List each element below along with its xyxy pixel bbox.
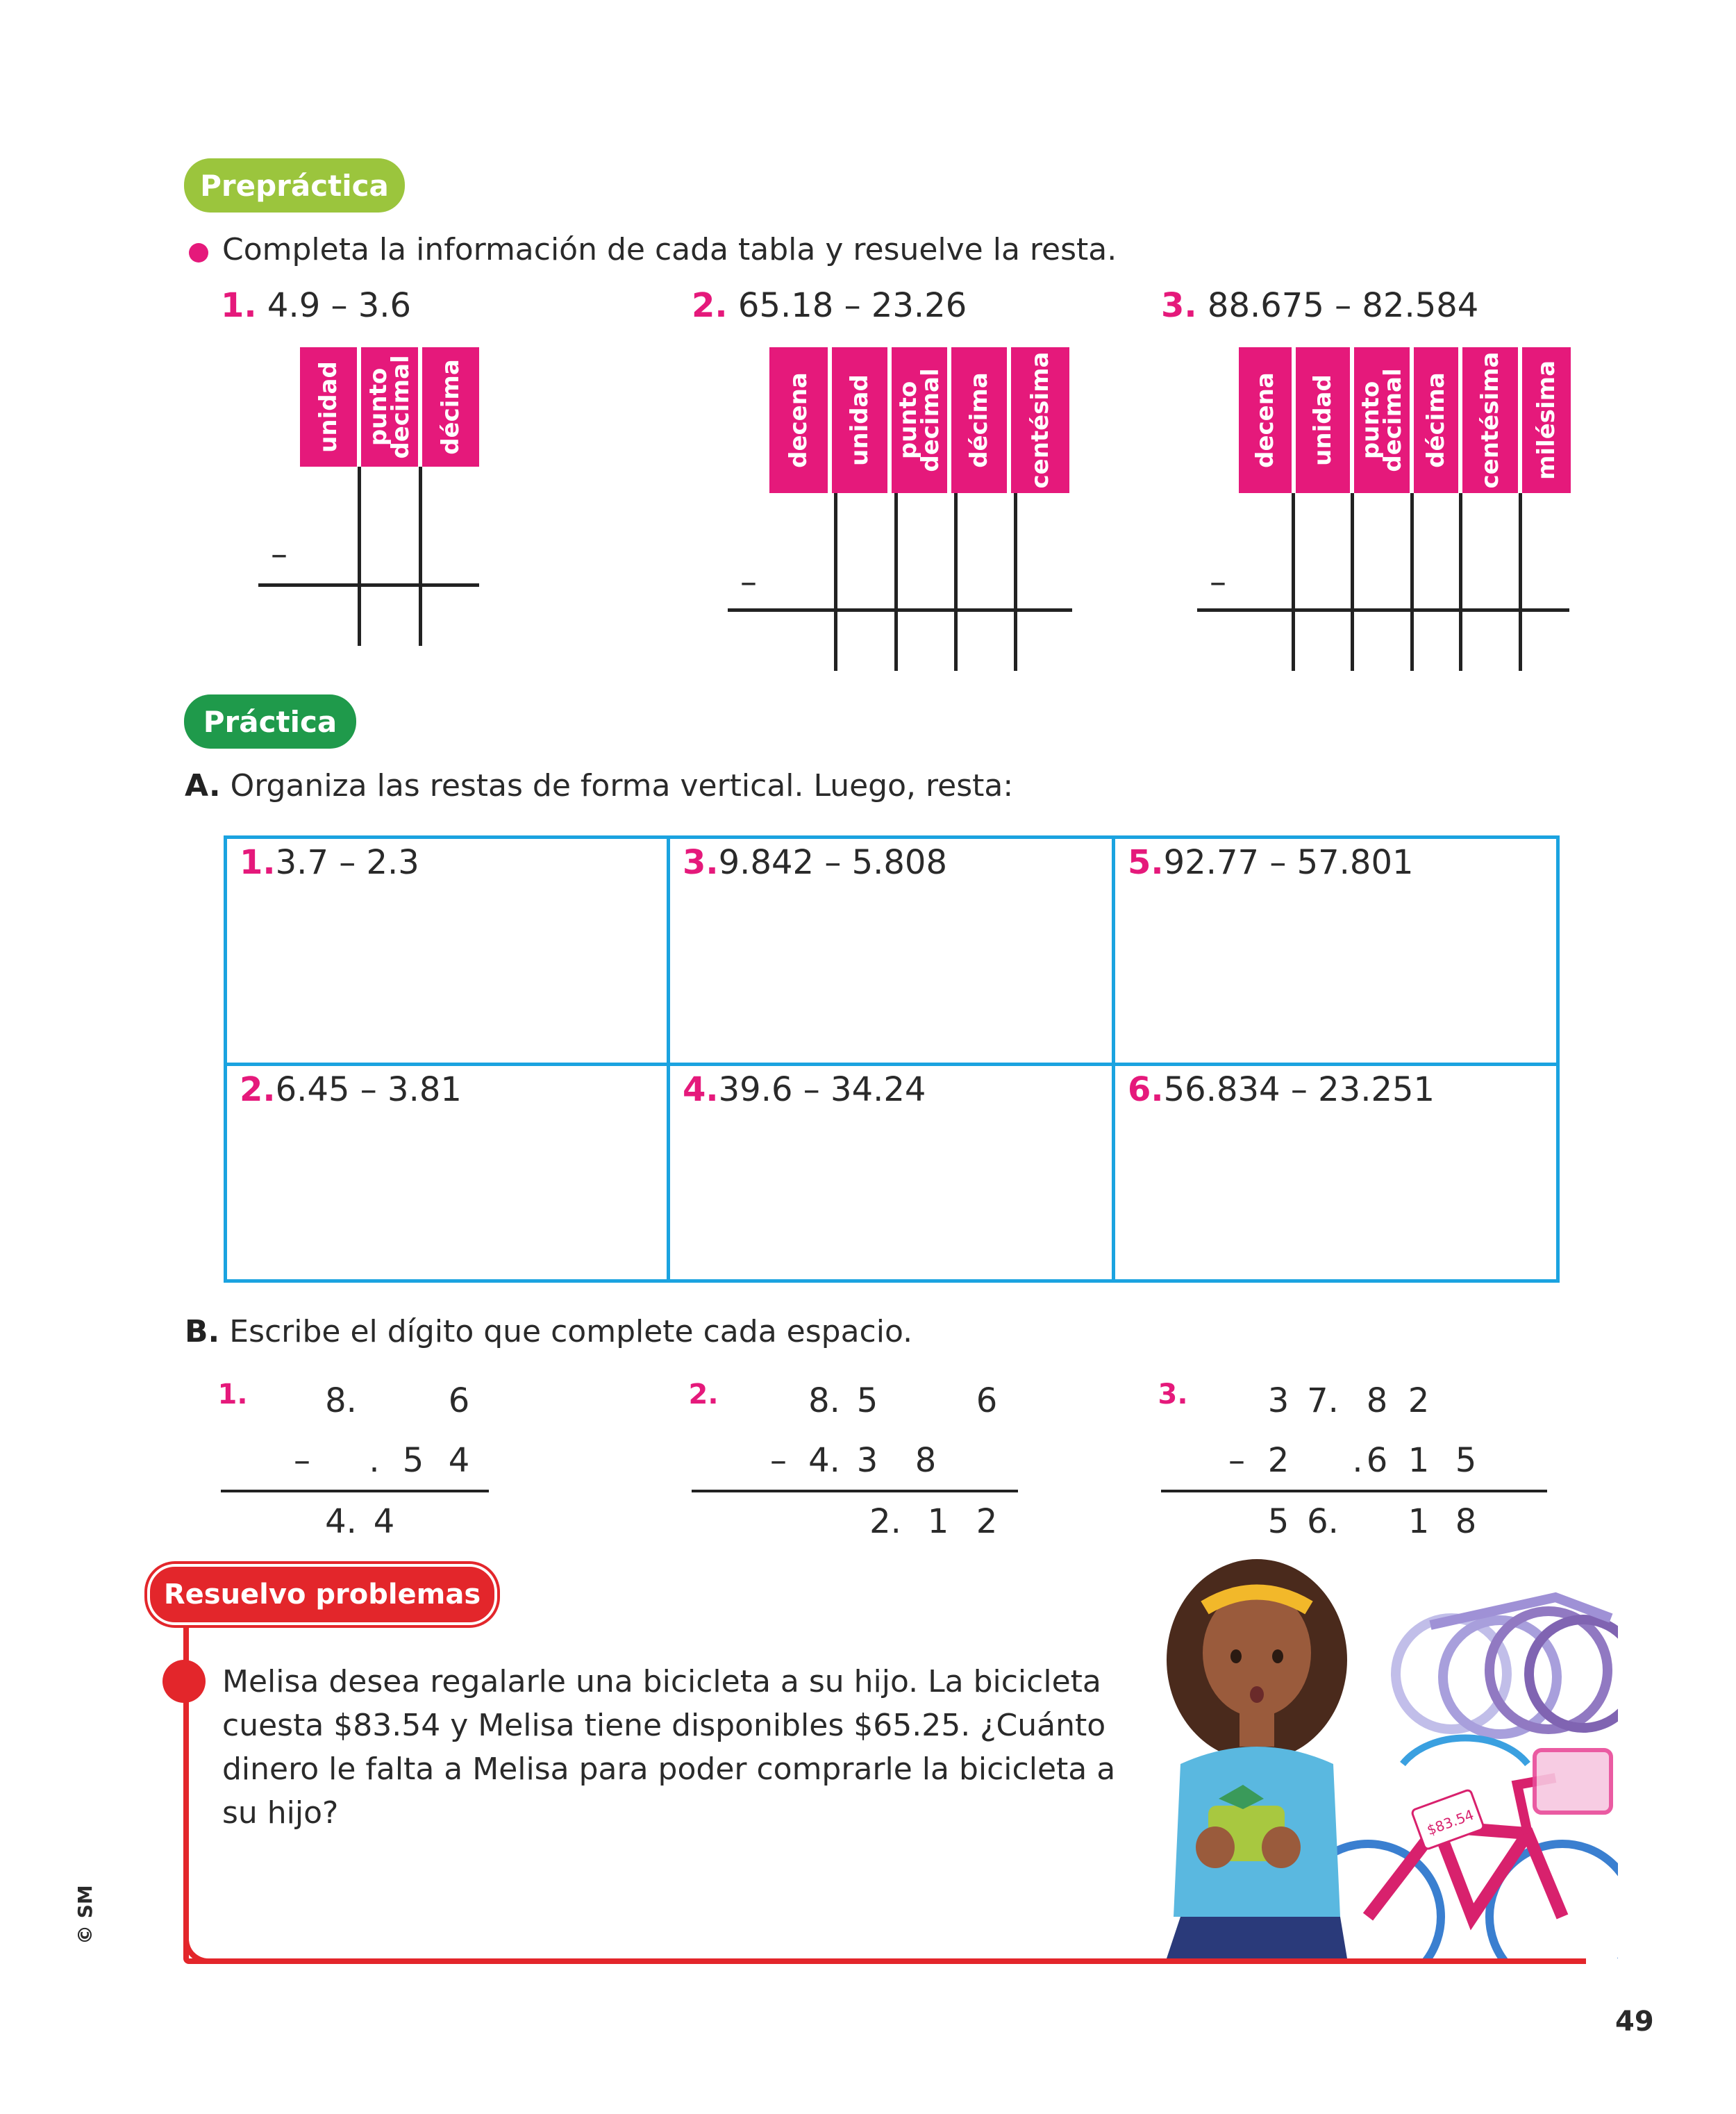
- digit-puzzle-3: [1158, 1379, 1557, 1545]
- part-a-instruction: [185, 768, 1013, 804]
- column-header: décima: [1414, 347, 1458, 493]
- digit: 6: [1366, 1441, 1388, 1480]
- digit: 7.: [1307, 1381, 1339, 1420]
- price-tag-text: $83.54: [1424, 1806, 1476, 1839]
- digit: 4.: [325, 1502, 357, 1541]
- minus-sign: –: [294, 1441, 310, 1480]
- digit-puzzle-1: [217, 1379, 506, 1545]
- digit: 5: [402, 1441, 424, 1480]
- part-a-letter: A.: [185, 768, 221, 804]
- part-b-instruction: [185, 1314, 912, 1349]
- column-header: milésima: [1522, 347, 1571, 493]
- digit: 1: [1408, 1502, 1430, 1541]
- puzzle-number: 2.: [688, 1379, 719, 1410]
- problem-bullet: [162, 1660, 206, 1703]
- digit: 4: [448, 1441, 470, 1480]
- column-divider: [1519, 493, 1522, 671]
- prepractica-exercise-1: [221, 286, 411, 325]
- digit: 4.: [808, 1441, 840, 1480]
- column-header: unidad: [300, 347, 357, 467]
- digit: 4: [373, 1502, 395, 1541]
- prepractica-badge: [184, 158, 405, 213]
- price-tag-icon: [1411, 1789, 1484, 1849]
- digit: 3: [856, 1441, 878, 1480]
- practice-cell: [227, 839, 670, 1066]
- digit: 6: [976, 1381, 998, 1420]
- place-value-table-3: [1197, 347, 1572, 674]
- bicycle-icon: [1295, 1738, 1618, 1959]
- resuelvo-frame-bottom: [183, 1958, 1586, 1964]
- digit: 8: [1455, 1502, 1477, 1541]
- practice-grid: [224, 835, 1560, 1283]
- exercise-text: 4.9 – 3.6: [267, 286, 412, 325]
- resuelvo-label: Resuelvo problemas: [163, 1579, 481, 1611]
- minus-sign: –: [770, 1441, 787, 1480]
- page-number: 49: [1615, 2006, 1654, 2038]
- column-header: decena: [769, 347, 828, 493]
- digit-puzzle-2: [688, 1379, 1025, 1545]
- digit: 8.: [325, 1381, 357, 1420]
- column-header: punto decimal: [361, 347, 418, 467]
- place-value-table-2: [728, 347, 1075, 674]
- puzzle-result-line: [1161, 1490, 1547, 1492]
- digit: 5: [1455, 1441, 1477, 1480]
- column-divider: [1292, 493, 1295, 671]
- prepractica-instruction: Completa la información de cada tabla y resuelve la resta.: [222, 232, 1117, 267]
- decimal-point: .: [1352, 1441, 1363, 1480]
- digit: 1: [1408, 1441, 1430, 1480]
- digit: 8.: [808, 1381, 840, 1420]
- exercise-number: 1.: [221, 286, 257, 325]
- result-line: [1197, 608, 1569, 612]
- column-divider: [894, 493, 898, 671]
- problem-text: Melisa desea regalarle una bicicleta a su hijo. La bicicleta cuesta $83.54 y Melisa tiene disponibles $65.25. ¿Cuánto dinero le falta a Melisa para poder comprarle la bicicleta a su hijo?: [222, 1664, 1116, 1831]
- digit: 8: [915, 1441, 937, 1480]
- practice-item: 3.9.842 – 5.808: [683, 843, 947, 882]
- digit: 1: [927, 1502, 949, 1541]
- column-header: unidad: [1296, 347, 1350, 493]
- column-divider: [1459, 493, 1462, 671]
- column-header: décima: [951, 347, 1007, 493]
- puzzle-number: 1.: [217, 1379, 248, 1410]
- digit: 6: [448, 1381, 470, 1420]
- practice-cell: [1115, 1066, 1556, 1279]
- column-header: centésima: [1462, 347, 1518, 493]
- column-divider: [1410, 493, 1414, 671]
- column-header: décima: [422, 347, 479, 467]
- practice-cell: [670, 1066, 1115, 1279]
- column-header: punto decimal: [1354, 347, 1410, 493]
- puzzle-number: 3.: [1158, 1379, 1188, 1410]
- column-divider: [358, 467, 361, 646]
- digit: 2: [1408, 1381, 1430, 1420]
- column-divider: [954, 493, 958, 671]
- practice-item: 5.92.77 – 57.801: [1128, 843, 1414, 882]
- practice-cell: [227, 1066, 670, 1279]
- woman-icon: [1167, 1559, 1347, 1958]
- digit: 2.: [869, 1502, 901, 1541]
- practice-cell: [1115, 839, 1556, 1066]
- column-header: decena: [1239, 347, 1292, 493]
- practice-item: 2.6.45 – 3.81: [240, 1070, 462, 1109]
- minus-sign: –: [1228, 1441, 1245, 1480]
- digit: 2: [976, 1502, 998, 1541]
- prepractica-exercise-3: [1161, 286, 1478, 325]
- prepractica-label: Prepráctica: [200, 168, 389, 203]
- bike-rack-icon: [1396, 1597, 1618, 1734]
- column-divider: [1014, 493, 1017, 671]
- digit: 6.: [1307, 1502, 1339, 1541]
- puzzle-result-line: [692, 1490, 1018, 1492]
- exercise-text: 88.675 – 82.584: [1207, 286, 1479, 325]
- minus-sign: –: [1210, 563, 1226, 601]
- bullet-dot: [189, 243, 208, 263]
- place-value-table-1: [258, 347, 481, 653]
- minus-sign: –: [271, 535, 287, 574]
- digit: 5: [1267, 1502, 1290, 1541]
- practice-item: 6.56.834 – 23.251: [1128, 1070, 1435, 1109]
- part-b-letter: B.: [185, 1314, 220, 1349]
- column-divider: [834, 493, 837, 671]
- minus-sign: –: [740, 563, 757, 601]
- practice-item: 1.3.7 – 2.3: [240, 843, 419, 882]
- result-line: [728, 608, 1072, 612]
- resuelvo-frame-vertical: [183, 1597, 189, 1958]
- practice-cell: [670, 839, 1115, 1066]
- column-header: unidad: [832, 347, 887, 493]
- part-b-text: Escribe el dígito que complete cada espacio.: [229, 1314, 913, 1349]
- exercise-text: 65.18 – 23.26: [737, 286, 967, 325]
- column-divider: [419, 467, 422, 646]
- digit: 2: [1267, 1441, 1290, 1480]
- decimal-point: .: [369, 1441, 380, 1480]
- exercise-number: 2.: [692, 286, 728, 325]
- illustration: [1139, 1556, 1618, 1958]
- column-divider: [1351, 493, 1354, 671]
- digit: 8: [1366, 1381, 1388, 1420]
- resuelvo-badge: [147, 1564, 497, 1625]
- column-header: centésima: [1011, 347, 1069, 493]
- exercise-number: 3.: [1161, 286, 1197, 325]
- result-line: [258, 583, 479, 587]
- practica-badge: [184, 694, 356, 749]
- prepractica-exercise-2: [692, 286, 967, 325]
- practice-item: 4.39.6 – 34.24: [683, 1070, 926, 1109]
- practica-label: Práctica: [203, 704, 337, 739]
- puzzle-result-line: [221, 1490, 489, 1492]
- digit: 5: [856, 1381, 878, 1420]
- digit: 3: [1267, 1381, 1290, 1420]
- copyright: © SM: [74, 1885, 97, 1945]
- part-a-text: Organiza las restas de forma vertical. Luego, resta:: [230, 768, 1014, 804]
- column-header: punto decimal: [892, 347, 947, 493]
